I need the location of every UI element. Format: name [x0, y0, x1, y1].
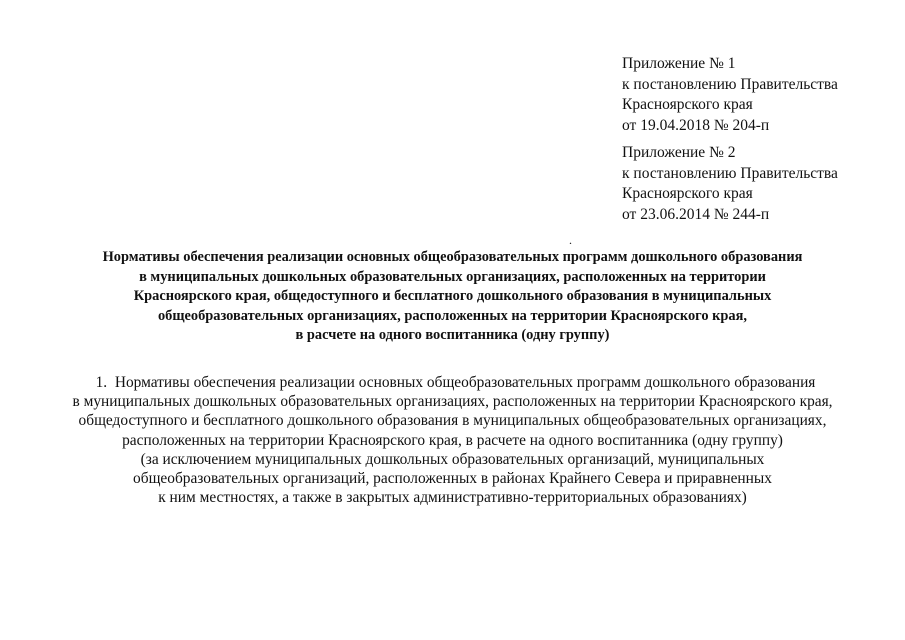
section-1-first-line [60, 373, 845, 392]
appendix-2-date: от 23.06.2014 № 244-п [622, 205, 770, 223]
appendix-1-date: от 19.04.2018 № 204-п [622, 116, 770, 134]
title-line: в муниципальных дошкольных образовательных организациях, расположенных на территории [139, 268, 766, 285]
appendix-1-region: Красноярского края [622, 96, 753, 113]
section-1-heading [60, 373, 845, 507]
appendix-2-reference [622, 143, 838, 225]
title-line: в расчете на одного воспитанника (одну группу) [295, 327, 610, 344]
appendix-2-number: Приложение № 2 [622, 144, 736, 161]
appendix-1-reference [622, 54, 838, 136]
section-number: 1. [95, 374, 108, 391]
appendix-1-resolution: к постановлению Правительства [622, 75, 838, 93]
appendix-2-resolution: к постановлению Правительства [622, 164, 838, 182]
title-line: Нормативы обеспечения реализации основных общеобразовательных программ дошкольного образования [102, 249, 803, 265]
section-line-text: Нормативы обеспечения реализации основных общеобразовательных программ дошкольного образования [114, 374, 816, 391]
document-title [60, 248, 845, 346]
appendix-2-region: Красноярского края [622, 185, 753, 202]
appendix-1-number: Приложение № 1 [622, 55, 736, 72]
section-line: к ним местностях, а также в закрытых административно-территориальных образованиях) [158, 489, 747, 507]
section-line: в муниципальных дошкольных образовательных организациях, расположенных на территории Красноярского края, [72, 393, 833, 411]
title-line: Красноярского края, общедоступного и бесплатного дошкольного образования в муниципальных [133, 288, 772, 305]
title-line: общеобразовательных организациях, расположенных на территории Красноярского края, [157, 307, 748, 324]
section-line: общеобразовательных организаций, расположенных в районах Крайнего Севера и приравненных [133, 470, 772, 488]
section-line: расположенных на территории Красноярского края, в расчете на одного воспитанника (одну группу) [122, 431, 783, 449]
section-line: (за исключением муниципальных дошкольных образовательных организаций, муниципальных [140, 450, 765, 468]
section-line: общедоступного и бесплатного дошкольного образования в муниципальных общеобразовательных организациях, [78, 412, 827, 430]
stray-dot-mark: . [569, 233, 572, 247]
